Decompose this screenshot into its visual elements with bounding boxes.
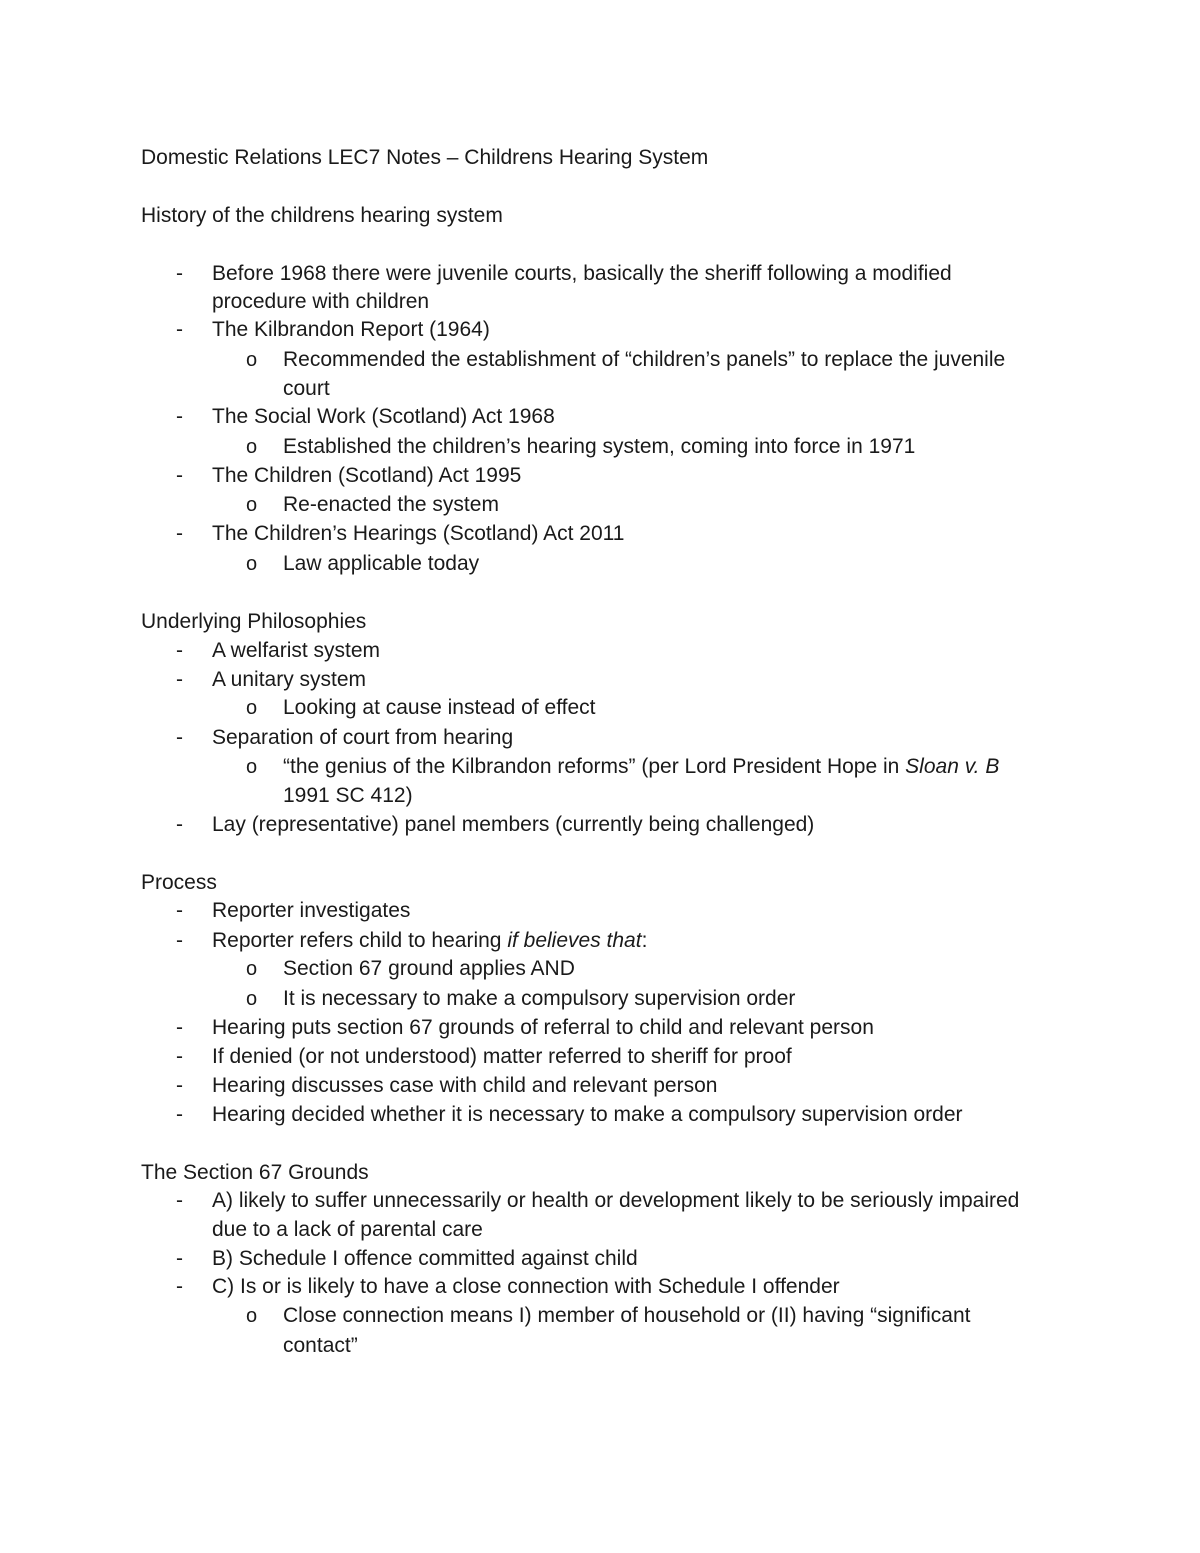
dash-marker: - [176,262,183,285]
philosophies-heading: Underlying Philosophies [141,610,367,633]
case-name: Sloan v. B [905,755,1000,778]
history-item-4-sub-1: Re-enacted the system [283,493,499,516]
philosophies-item-1: A welfarist system [212,639,381,662]
history-item-1: Before 1968 there were juvenile courts, basically the sheriff following a modified [212,262,952,285]
philosophies-item-3-sub-1-cont: 1991 SC 412) [283,784,413,807]
circle-marker: o [246,494,258,516]
grounds-item-c-sub-1: Close connection means I) member of household or (II) having “significant [283,1304,971,1327]
process-item-2-sub-2: It is necessary to make a compulsory supervision order [283,987,796,1010]
dash-marker: - [176,1103,183,1126]
dash-marker: - [176,668,183,691]
philosophies-item-4: Lay (representative) panel members (currently being challenged) [212,813,815,836]
process-item-6: Hearing decided whether it is necessary to make a compulsory supervision order [212,1103,963,1126]
dash-marker: - [176,1275,183,1298]
process-item-2-text: Reporter refers child to hearing [212,929,508,952]
circle-marker: o [246,958,258,980]
grounds-item-b: B) Schedule I offence committed against child [212,1247,638,1270]
dash-marker: - [176,1074,183,1097]
dash-marker: - [176,1045,183,1068]
dash-marker: - [176,522,183,545]
philosophies-item-3-sub-1 [283,756,999,777]
dash-marker: - [176,726,183,749]
process-item-4: If denied (or not understood) matter referred to sheriff for proof [212,1045,792,1068]
history-item-3: The Social Work (Scotland) Act 1968 [212,405,555,428]
process-item-2 [212,930,647,951]
circle-marker: o [246,988,258,1010]
history-item-2: The Kilbrandon Report (1964) [212,318,490,341]
process-heading: Process [141,871,217,894]
circle-marker: o [246,349,258,371]
grounds-item-c-sub-1-cont: contact” [283,1334,358,1357]
dash-marker: - [176,464,183,487]
history-item-5-sub-1: Law applicable today [283,552,480,575]
dash-marker: - [176,1189,183,1212]
philosophies-item-2-sub-1: Looking at cause instead of effect [283,696,596,719]
history-item-5: The Children’s Hearings (Scotland) Act 2011 [212,522,625,545]
history-heading: History of the childrens hearing system [141,204,503,227]
process-item-3: Hearing puts section 67 grounds of referral to child and relevant person [212,1016,874,1039]
grounds-heading: The Section 67 Grounds [141,1161,369,1184]
grounds-item-a: A) likely to suffer unnecessarily or health or development likely to be seriously impaired [212,1189,1020,1212]
process-item-2-italic: if believes that [507,929,642,952]
philosophies-item-2: A unitary system [212,668,367,691]
circle-marker: o [246,697,258,719]
process-item-1: Reporter investigates [212,899,411,922]
dash-marker: - [176,899,183,922]
history-item-1-cont: procedure with children [212,290,430,313]
process-item-5: Hearing discusses case with child and relevant person [212,1074,718,1097]
dash-marker: - [176,813,183,836]
dash-marker: - [176,639,183,662]
history-item-2-sub-1-cont: court [283,377,330,400]
history-item-4: The Children (Scotland) Act 1995 [212,464,522,487]
circle-marker: o [246,756,258,778]
quote-text: “the genius of the Kilbrandon reforms” (per Lord President Hope in [283,755,906,778]
circle-marker: o [246,436,258,458]
grounds-item-c: C) Is or is likely to have a close connection with Schedule I offender [212,1275,840,1298]
grounds-item-a-cont: due to a lack of parental care [212,1218,483,1241]
philosophies-item-3: Separation of court from hearing [212,726,514,749]
dash-marker: - [176,318,183,341]
document-title: Domestic Relations LEC7 Notes – Childrens Hearing System [141,146,709,169]
dash-marker: - [176,1016,183,1039]
dash-marker: - [176,1247,183,1270]
history-item-3-sub-1: Established the children’s hearing system, coming into force in 1971 [283,435,916,458]
process-item-2-colon: : [641,929,648,952]
dash-marker: - [176,929,183,952]
dash-marker: - [176,405,183,428]
circle-marker: o [246,553,258,575]
history-item-2-sub-1: Recommended the establishment of “children’s panels” to replace the juvenile [283,348,1006,371]
process-item-2-sub-1: Section 67 ground applies AND [283,957,575,980]
circle-marker: o [246,1305,258,1327]
